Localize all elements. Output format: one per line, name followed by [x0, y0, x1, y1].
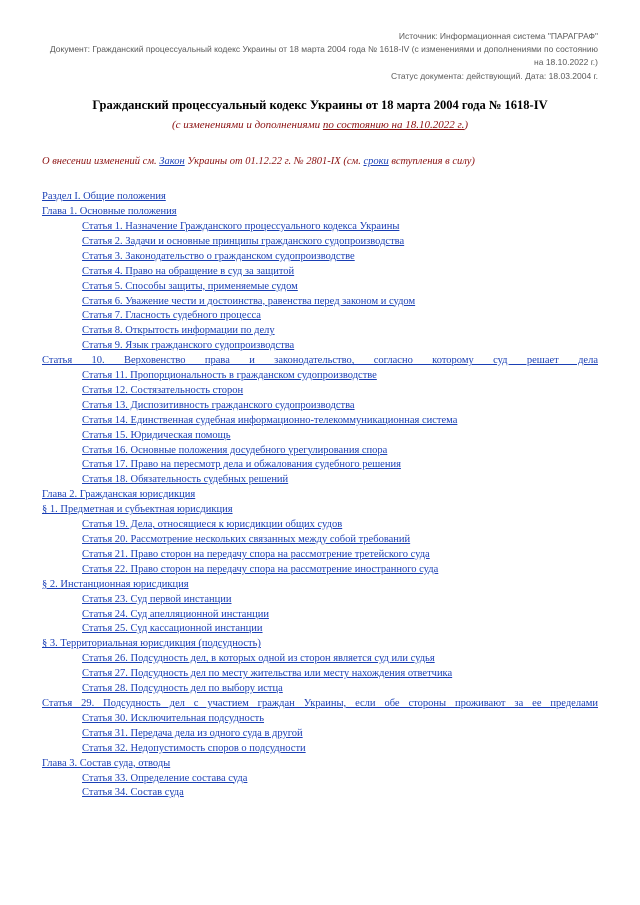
toc-entry[interactable]: Статья 1. Назначение Гражданского процессуального кодекса Украины [82, 220, 400, 232]
toc-entry[interactable]: Статья 20. Рассмотрение нескольких связанных между собой требований [82, 534, 411, 545]
toc-entry[interactable]: Статья 2. Задачи и основные принципы гражданского судопроизводства [82, 235, 405, 247]
page-subtitle [42, 118, 598, 133]
toc-entry[interactable]: Статья 5. Способы защиты, применяемые судом [82, 280, 298, 292]
toc-entry[interactable]: Статья 4. Право на обращение в суд за защитой [82, 265, 295, 277]
document-line: Документ: Гражданский процессуальный кодекс Украины от 18 марта 2004 года № 1618-IV (с изменениями и дополнениями по состоянию на 18.10.2022 г.) [49, 44, 598, 68]
toc-entry[interactable]: Статья 25. Суд кассационной инстанции [82, 623, 263, 635]
toc-entry[interactable]: Статья 12. Состязательность сторон [82, 384, 244, 396]
subtitle-underlined: по состоянию на 18.10.2022 г. [322, 118, 465, 131]
toc-entry[interactable]: Статья 32. Недопустимость споров о подсудности [82, 742, 306, 754]
subtitle-prefix: (с изменениями и дополнениями [171, 118, 323, 131]
amendment-note [42, 154, 598, 170]
document-source-header [42, 30, 598, 83]
amendment-tail: вступления в силу) [388, 156, 475, 168]
toc-entry[interactable]: Статья 29. Подсудность дел с участием граждан Украины, если обе стороны проживают за ее пределами [42, 697, 598, 709]
title-block [42, 97, 598, 133]
page-title: Гражданский процессуальный кодекс Украины от 18 марта 2004 года № 1618-IV [92, 97, 548, 112]
toc-entry[interactable]: Статья 34. Состав суда [82, 787, 184, 799]
toc-entry[interactable]: Статья 23. Суд первой инстанции [82, 593, 232, 605]
toc-entry[interactable]: Статья 26. Подсудность дел, в которых одной из сторон является суд или судья [82, 653, 435, 665]
subtitle-suffix: ) [464, 118, 469, 131]
toc-entry[interactable]: Статья 18. Обязательность судебных решений [82, 474, 289, 486]
toc-entry[interactable]: Статья 13. Диспозитивность гражданского судопроизводства [82, 399, 355, 411]
toc-entry[interactable]: Статья 7. Гласность судебного процесса [82, 310, 261, 322]
toc-entry[interactable]: § 1. Предметная и субъектная юрисдикция [42, 504, 233, 516]
toc-entry[interactable]: Раздел I. Общие положения [42, 191, 166, 203]
toc-entry[interactable]: Статья 16. Основные положения досудебного урегулирования спора [82, 444, 388, 456]
source-line: Источник: Информационная система "ПАРАГРАФ" [398, 31, 598, 41]
toc-entry[interactable]: Статья 10. Верховенство права и законодательство, согласно которому суд решает дела [42, 355, 598, 367]
toc-entry[interactable]: Статья 9. Язык гражданского судопроизводства [82, 340, 295, 352]
amendment-law-link[interactable]: Закон [159, 156, 185, 168]
toc-entry[interactable]: Статья 8. Открытость информации по делу [82, 325, 275, 337]
toc-entry[interactable]: Статья 30. Исключительная подсудность [82, 712, 265, 724]
amendment-terms-link[interactable]: сроки [363, 156, 389, 168]
toc-entry[interactable]: Статья 3. Законодательство о гражданском судопроизводстве [82, 250, 355, 262]
toc-entry[interactable]: Глава 3. Состав суда, отводы [42, 757, 171, 769]
table-of-contents [42, 190, 598, 801]
toc-entry[interactable]: Статья 11. Пропорциональность в гражданском судопроизводстве [82, 370, 377, 382]
toc-entry[interactable]: Статья 15. Юридическая помощь [82, 429, 231, 441]
toc-entry[interactable]: Статья 19. Дела, относящиеся к юрисдикции общих судов [82, 519, 343, 531]
toc-entry[interactable]: § 3. Территориальная юрисдикция (подсудность) [42, 638, 261, 650]
toc-entry[interactable]: Статья 17. Право на пересмотр дела и обжалования судебного решения [82, 459, 401, 471]
toc-entry[interactable]: Статья 24. Суд апелляционной инстанции [82, 608, 269, 620]
toc-entry[interactable]: Статья 28. Подсудность дел по выбору истца [82, 683, 283, 695]
toc-entry[interactable]: Статья 31. Передача дела из одного суда в другой [82, 727, 303, 739]
status-line: Статус документа: действующий. Дата: 18.03.2004 г. [390, 70, 598, 81]
toc-entry[interactable]: Статья 33. Определение состава суда [82, 772, 248, 784]
toc-entry[interactable]: Статья 22. Право сторон на передачу спора на рассмотрение иностранного суда [82, 563, 439, 575]
amendment-lead: О внесении изменений см. [42, 156, 160, 168]
toc-entry[interactable]: Статья 27. Подсудность дел по месту жительства или месту нахождения ответчика [82, 668, 453, 680]
toc-entry[interactable]: Статья 21. Право сторон на передачу спора на рассмотрение третейского суда [82, 548, 430, 560]
toc-entry[interactable]: Глава 1. Основные положения [42, 206, 177, 218]
toc-entry[interactable]: § 2. Инстанционная юрисдикция [42, 578, 189, 590]
amendment-mid: Украины от 01.12.22 г. № 2801-IX (см. [184, 156, 364, 168]
toc-entry[interactable]: Глава 2. Гражданская юрисдикция [42, 489, 196, 501]
toc-entry[interactable]: Статья 6. Уважение чести и достоинства, равенства перед законом и судом [82, 295, 416, 307]
toc-entry[interactable]: Статья 14. Единственная судебная информационно-телекоммуникационная система [82, 414, 458, 426]
